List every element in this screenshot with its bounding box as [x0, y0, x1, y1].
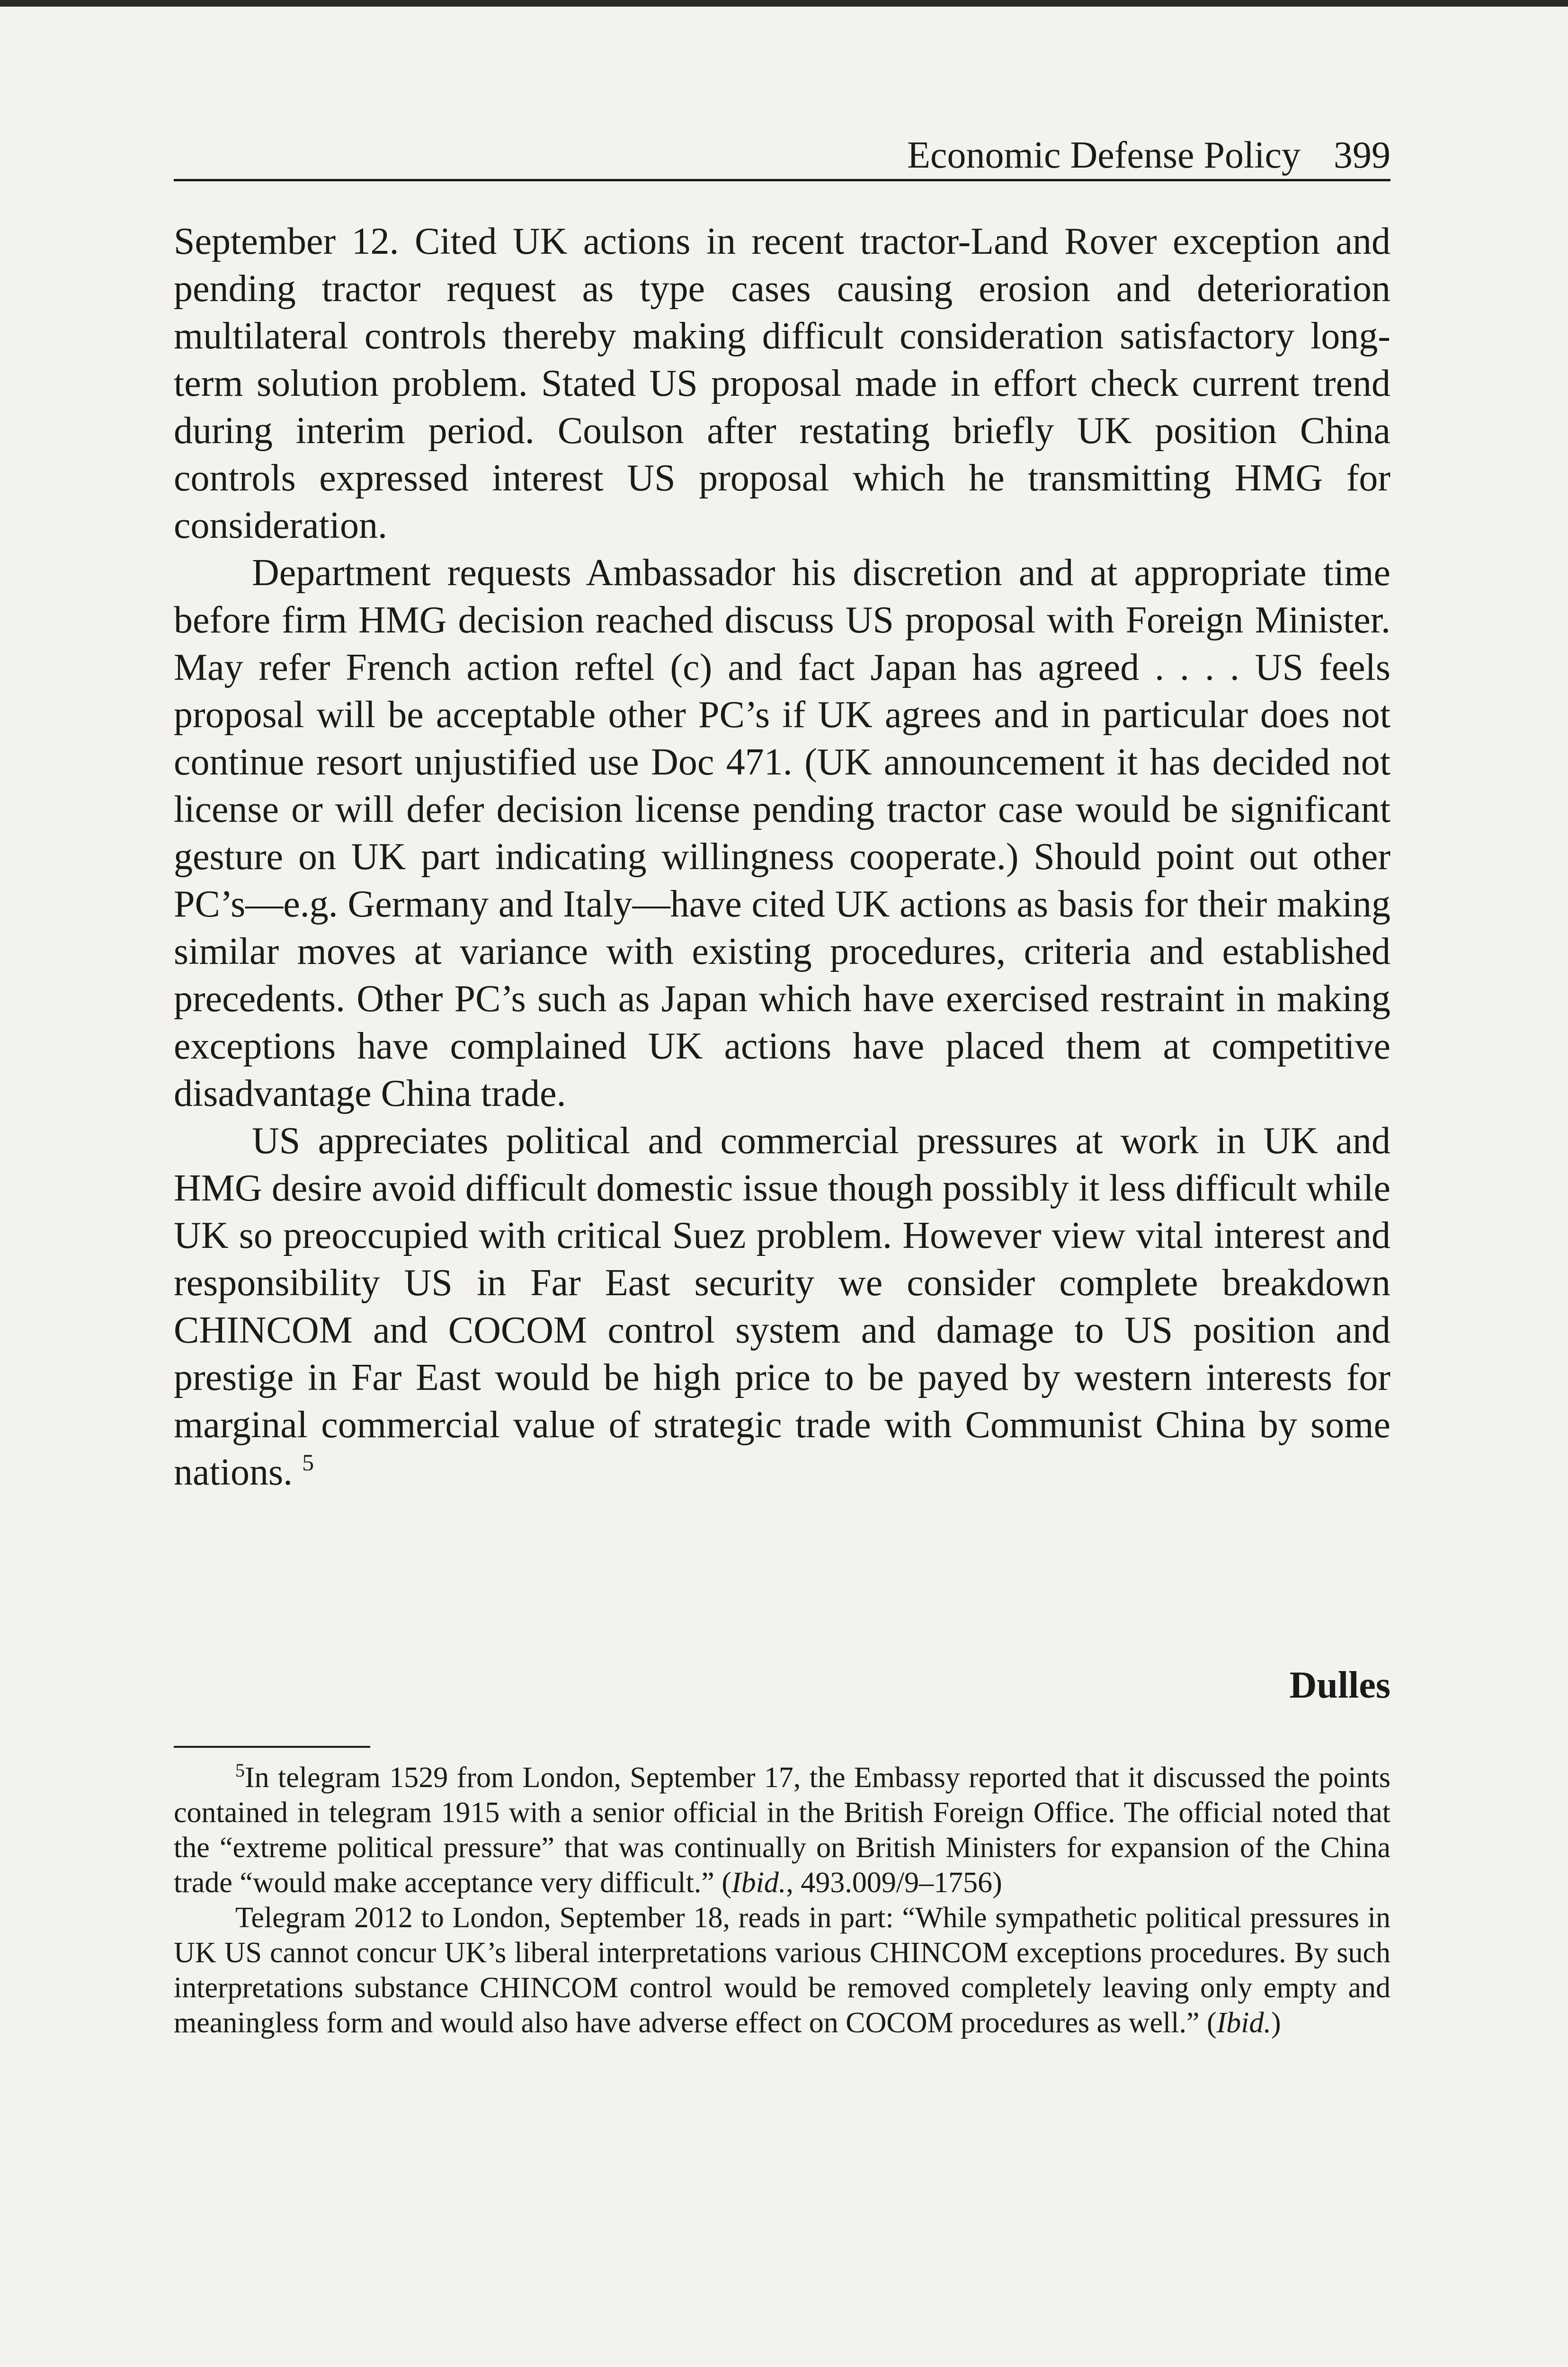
footnote-marker-5[interactable]: 5 [302, 1449, 314, 1476]
footnote-5b-text: Telegram 2012 to London, September 18, reads in part: “While sympathetic political pressures in UK US cannot concur UK’s liberal interpretations various CHINCOM exceptions procedures. By such interpretations substance CHINCOM control would be removed completely leaving only empty and meaningless form and would also have adverse effect on COCOM procedures as well.” ( [174, 1902, 1390, 2039]
footnote-5-marker: 5 [235, 1760, 245, 1781]
page-number: 399 [1334, 134, 1390, 176]
footnote-divider [174, 1746, 370, 1748]
paragraph-2: Department requests Ambassador his discretion and at appropriate time before firm HMG decision reached discuss US proposal with Foreign Minister. May refer French action reftel (c) and fact Japan has agreed . . . . US feels proposal will be acceptable other PC’s if UK agrees and in particular does not continue resort unjustified use Doc 471. (UK announcement it has decided not license or will defer decision license pending tractor case would be significant gesture on UK part indicating willingness cooperate.) Should point out other PC’s—e.g. Germany and Italy—have cited UK actions as basis for their making similar moves at variance with existing procedures, criteria and established precedents. Other PC’s such as Japan which have exercised restraint in making exceptions have complained UK actions have placed them at competitive disadvantage China trade. [174, 552, 1390, 1114]
signature: Dulles [1289, 1664, 1390, 1706]
footnote-5 [174, 1760, 1390, 1900]
running-head [174, 132, 1390, 181]
paragraph-1: September 12. Cited UK actions in recent tractor-Land Rover exception and pending tractor request as type cases causing erosion and deterioration multilateral controls thereby making difficult consideration satisfactory long-term solution problem. Stated US proposal made in effort check current trend during interim period. Coulson after restating briefly UK position China controls expressed interest US proposal which he transmitting HMG for consideration. [174, 221, 1390, 546]
paragraph-3-text: US appreciates political and commercial pressures at work in UK and HMG desire avoid difficult domestic issue though possibly it less difficult while UK so preoccupied with critical Suez problem. However view vital interest and responsibility US in Far East security we consider complete breakdown CHINCOM and COCOM control system and damage to US position and prestige in Far East would be high price to be payed by western interests for marginal commercial value of strategic trade with Communist China by some nations. [174, 1120, 1390, 1493]
footnote-5-tail: , 493.009/9–1756) [786, 1867, 1002, 1899]
footnote-5-ibid: Ibid. [731, 1867, 786, 1899]
footnote-5b-tail: ) [1271, 2007, 1281, 2039]
document-page [174, 0, 1390, 2367]
footnote-5-text: In telegram 1529 from London, September 17, the Embassy reported that it discussed the points contained in telegram 1915 with a senior official in the British Foreign Office. The official noted that the “extreme political pressure” that was continually on British Ministers for expansion of the China trade “would make acceptance very difficult.” ( [174, 1762, 1390, 1899]
paragraph-3 [174, 1117, 1390, 1496]
running-head-title: Economic Defense Policy [907, 134, 1301, 176]
footnote-5b-ibid: Ibid. [1216, 2007, 1272, 2039]
footnote-5-continued [174, 1900, 1390, 2040]
body-text [174, 218, 1390, 1496]
footnotes [174, 1760, 1390, 2040]
